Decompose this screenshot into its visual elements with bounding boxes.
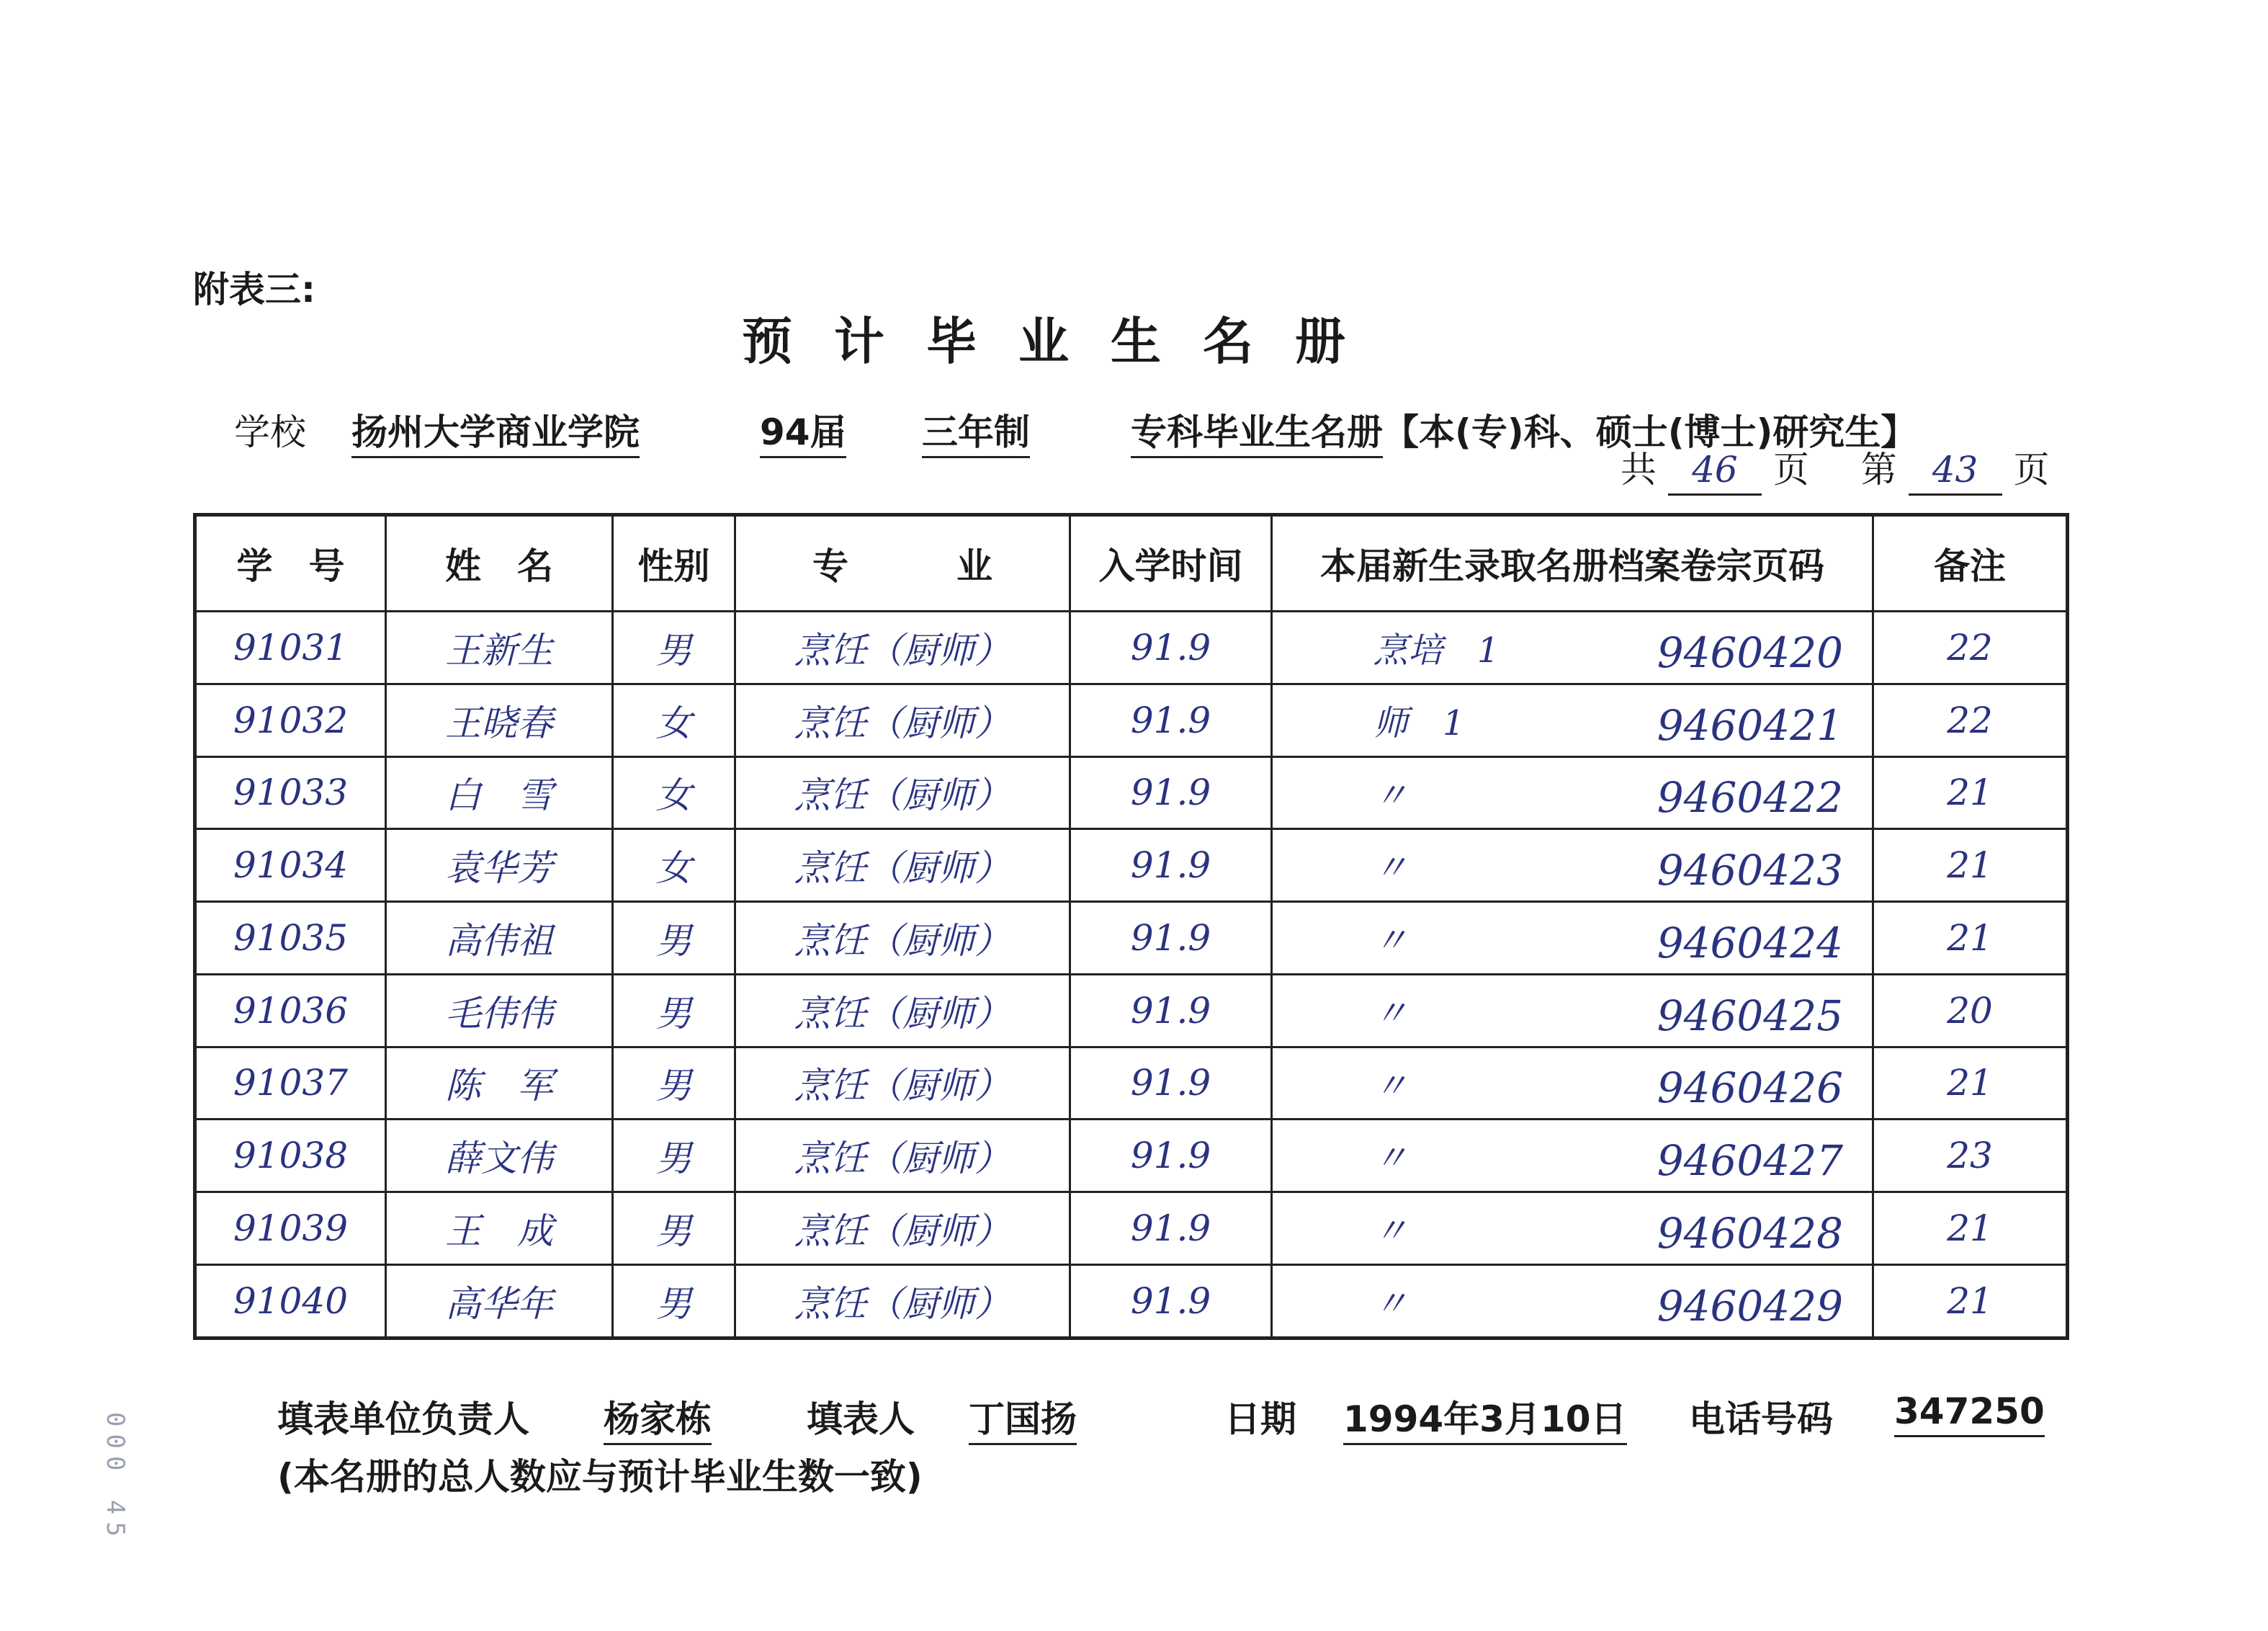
date-label: 日期 — [1224, 1398, 1296, 1440]
gender-cell: 男 — [613, 1192, 735, 1265]
archive-code-cell — [1272, 1264, 1873, 1338]
archive-code: 9460422 — [1657, 773, 1843, 823]
student-name-cell: 薛文伟 — [386, 1120, 613, 1192]
archive-code: 9460421 — [1657, 700, 1843, 750]
student-id-cell: 91033 — [195, 756, 386, 829]
student-name-cell: 王晓春 — [386, 684, 613, 756]
gender-cell: 女 — [613, 829, 735, 902]
student-id-cell: 91032 — [195, 684, 386, 756]
header-archive-page-code: 本届新生录取名册档案卷宗页码 — [1272, 515, 1873, 612]
enroll-date-cell: 91.9 — [1070, 1192, 1272, 1265]
student-id-cell: 91034 — [195, 829, 386, 902]
side-stamp: 000 45 — [101, 1412, 130, 1544]
archive-volume-prefix: 〃 — [1373, 921, 1409, 962]
phone — [1894, 1390, 2045, 1432]
gender-cell: 男 — [613, 1120, 735, 1192]
page-word: 页 — [1772, 449, 1809, 491]
table-row — [195, 684, 2068, 756]
archive-code-cell — [1272, 684, 1873, 756]
major-cell: 烹饪（厨师） — [735, 829, 1070, 902]
appendix-label: 附表三: — [193, 269, 315, 310]
note-cell: 21 — [1873, 1047, 2068, 1120]
archive-code: 9460424 — [1657, 918, 1843, 968]
note-cell: 23 — [1873, 1120, 2068, 1192]
note-cell: 22 — [1873, 684, 2068, 756]
enroll-date-cell: 91.9 — [1070, 902, 1272, 975]
register-category: 【本(专)科、硕士(博士)研究生】 — [1383, 411, 1917, 453]
student-id-cell: 91038 — [195, 1120, 386, 1192]
archive-volume-prefix: 〃 — [1373, 1138, 1409, 1179]
archive-code-cell — [1272, 1047, 1873, 1120]
archive-volume-prefix: 〃 — [1373, 1283, 1409, 1324]
filler — [969, 1390, 1077, 1442]
major-cell: 烹饪（厨师） — [735, 684, 1070, 756]
header-name: 姓 名 — [386, 515, 613, 612]
school-name-value: 扬州大学商业学院 — [351, 411, 640, 458]
graduate-roster-table — [193, 513, 2069, 1340]
student-id-cell: 91031 — [195, 612, 386, 684]
responsible — [604, 1390, 712, 1442]
enroll-date-cell: 91.9 — [1070, 1047, 1272, 1120]
student-name-cell: 毛伟伟 — [386, 974, 613, 1047]
student-id-cell: 91040 — [195, 1264, 386, 1338]
archive-volume-prefix: 〃 — [1373, 1065, 1409, 1107]
table-row — [195, 1047, 2068, 1120]
gender-cell: 男 — [613, 612, 735, 684]
register-type-value: 专科毕业生名册 — [1131, 411, 1383, 458]
footer-note: (本名册的总人数应与预计毕业生数一致) — [277, 1456, 923, 1498]
archive-volume-prefix: 师 1 — [1373, 702, 1465, 743]
class-year-value: 94届 — [760, 411, 846, 458]
gender-cell: 男 — [613, 902, 735, 975]
student-id-cell: 91035 — [195, 902, 386, 975]
gender-cell: 女 — [613, 756, 735, 829]
archive-code-cell — [1272, 612, 1873, 684]
archive-volume-prefix: 〃 — [1373, 848, 1409, 889]
total-pages: 46 — [1668, 449, 1762, 496]
major-cell: 烹饪（厨师） — [735, 1047, 1070, 1120]
table-row — [195, 1264, 2068, 1338]
archive-code: 9460427 — [1657, 1136, 1843, 1186]
note-cell: 21 — [1873, 902, 2068, 975]
header-student-id: 学 号 — [195, 515, 386, 612]
school-name — [351, 403, 640, 455]
enroll-date-cell: 91.9 — [1070, 974, 1272, 1047]
current-page: 43 — [1909, 449, 2002, 496]
class-year — [760, 403, 846, 455]
archive-code: 9460426 — [1657, 1063, 1843, 1113]
header-enroll-date: 入学时间 — [1070, 515, 1272, 612]
major-cell: 烹饪（厨师） — [735, 1264, 1070, 1338]
archive-code: 9460428 — [1657, 1208, 1843, 1258]
phone-label: 电话号码 — [1689, 1398, 1833, 1440]
header-major: 专 业 — [735, 515, 1070, 612]
major-cell: 烹饪（厨师） — [735, 1192, 1070, 1265]
total-prefix: 共 — [1621, 449, 1657, 491]
filler-value: 丁国扬 — [969, 1398, 1077, 1445]
student-id-cell: 91039 — [195, 1192, 386, 1265]
table-row — [195, 829, 2068, 902]
student-name-cell: 陈 军 — [386, 1047, 613, 1120]
archive-code: 9460429 — [1657, 1282, 1843, 1331]
note-cell: 21 — [1873, 1192, 2068, 1265]
archive-code-cell — [1272, 902, 1873, 975]
gender-cell: 男 — [613, 974, 735, 1047]
page-count — [1621, 441, 2049, 496]
note-cell: 21 — [1873, 829, 2068, 902]
archive-code: 9460420 — [1657, 627, 1843, 677]
note-cell: 21 — [1873, 756, 2068, 829]
responsible-label: 填表单位负责人 — [277, 1398, 529, 1440]
major-cell: 烹饪（厨师） — [735, 974, 1070, 1047]
responsible-value: 杨家栋 — [604, 1398, 712, 1445]
header-notes: 备注 — [1873, 515, 2068, 612]
school-label: 学校 — [234, 411, 306, 453]
archive-volume-prefix: 〃 — [1373, 993, 1409, 1034]
student-name-cell: 王新生 — [386, 612, 613, 684]
archive-code-cell — [1272, 1120, 1873, 1192]
table-header-row — [195, 515, 2068, 612]
enroll-date-cell: 91.9 — [1070, 756, 1272, 829]
archive-code: 9460423 — [1657, 846, 1843, 895]
table-row — [195, 902, 2068, 975]
date-value: 1994年3月10日 — [1343, 1398, 1627, 1445]
table-row — [195, 1120, 2068, 1192]
header-gender: 性别 — [613, 515, 735, 612]
archive-code-cell — [1272, 829, 1873, 902]
filler-label: 填表人 — [807, 1398, 915, 1440]
student-name-cell: 王 成 — [386, 1192, 613, 1265]
archive-volume-prefix: 〃 — [1373, 775, 1409, 816]
archive-code-cell — [1272, 974, 1873, 1047]
program-duration-value: 三年制 — [922, 411, 1030, 458]
student-name-cell: 袁华芳 — [386, 829, 613, 902]
major-cell: 烹饪（厨师） — [735, 612, 1070, 684]
enroll-date-cell: 91.9 — [1070, 829, 1272, 902]
gender-cell: 男 — [613, 1047, 735, 1120]
current-prefix: 第 — [1860, 449, 1897, 491]
major-cell: 烹饪（厨师） — [735, 1120, 1070, 1192]
table-row — [195, 612, 2068, 684]
page-title: 预计毕业生名册 — [742, 312, 1387, 371]
note-cell: 21 — [1873, 1264, 2068, 1338]
table-row — [195, 974, 2068, 1047]
gender-cell: 男 — [613, 1264, 735, 1338]
student-name-cell: 高华年 — [386, 1264, 613, 1338]
date — [1343, 1390, 1627, 1442]
major-cell: 烹饪（厨师） — [735, 902, 1070, 975]
table-row — [195, 1192, 2068, 1265]
gender-cell: 女 — [613, 684, 735, 756]
enroll-date-cell: 91.9 — [1070, 1120, 1272, 1192]
student-name-cell: 高伟祖 — [386, 902, 613, 975]
archive-code-cell — [1272, 1192, 1873, 1265]
archive-volume-prefix: 烹培 1 — [1373, 630, 1500, 671]
current-suffix: 页 — [2013, 449, 2050, 491]
program-duration — [922, 403, 1030, 455]
enroll-date-cell: 91.9 — [1070, 684, 1272, 756]
note-cell: 20 — [1873, 974, 2068, 1047]
student-id-cell: 91037 — [195, 1047, 386, 1120]
enroll-date-cell: 91.9 — [1070, 612, 1272, 684]
archive-volume-prefix: 〃 — [1373, 1211, 1409, 1252]
note-cell: 22 — [1873, 612, 2068, 684]
phone-value: 347250 — [1894, 1390, 2045, 1437]
archive-code-cell — [1272, 756, 1873, 829]
student-id-cell: 91036 — [195, 974, 386, 1047]
archive-code: 9460425 — [1657, 991, 1843, 1040]
student-name-cell: 白 雪 — [386, 756, 613, 829]
major-cell: 烹饪（厨师） — [735, 756, 1070, 829]
enroll-date-cell: 91.9 — [1070, 1264, 1272, 1338]
table-row — [195, 756, 2068, 829]
